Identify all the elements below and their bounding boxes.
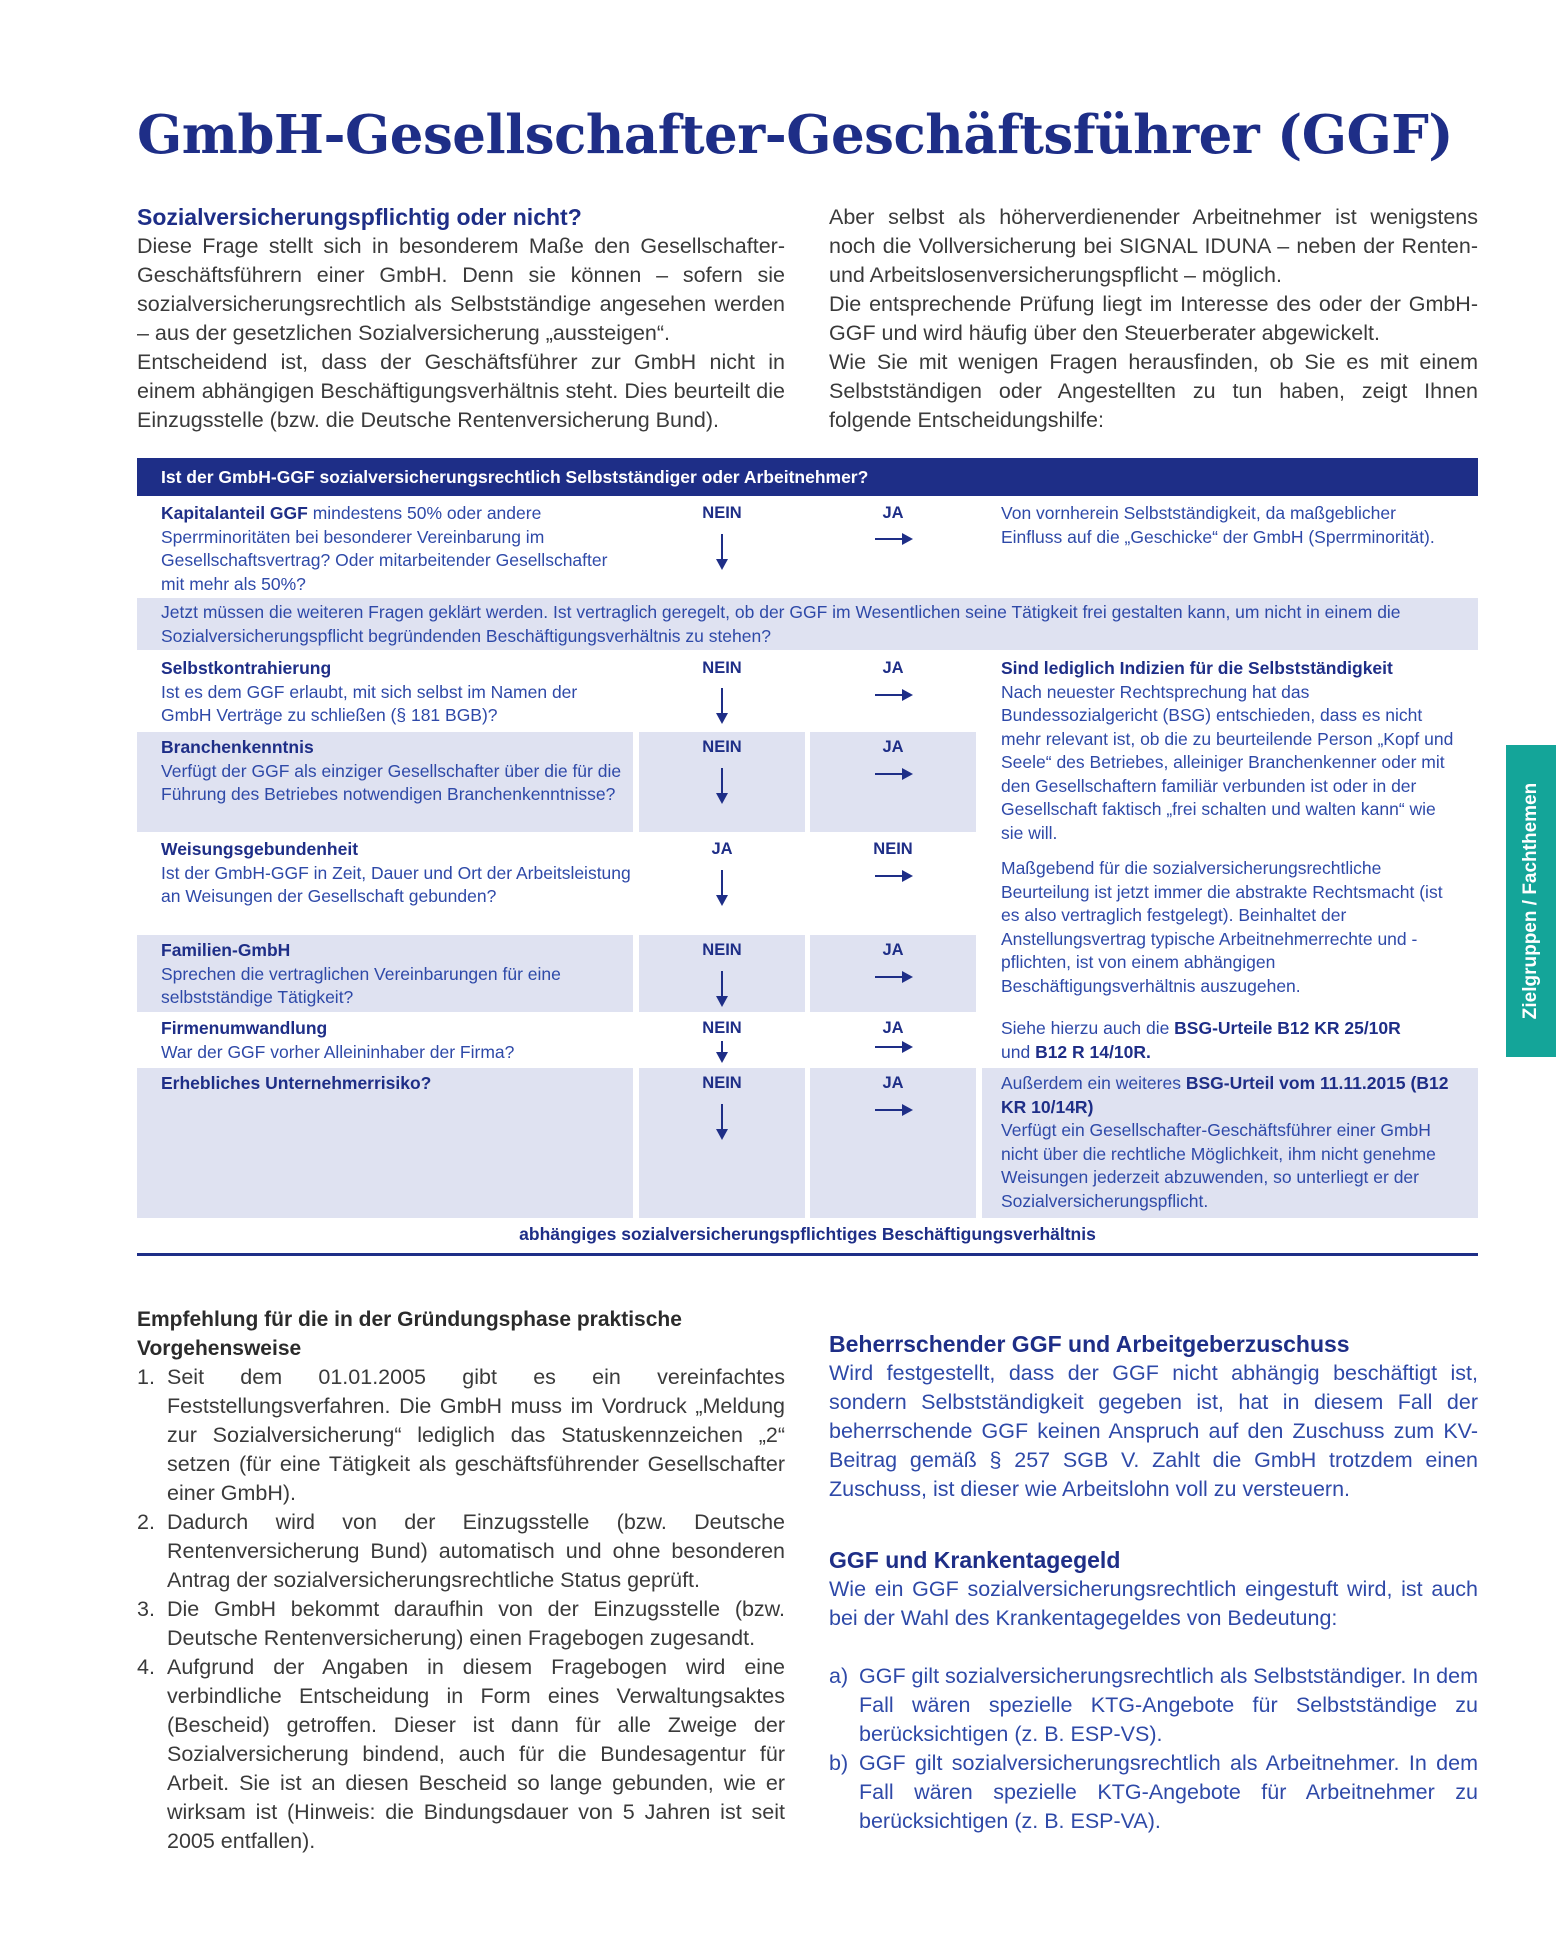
krankentagegeld-heading: GGF und Krankentagegeld: [829, 1547, 1121, 1573]
table-header: Ist der GmbH-GGF sozialversicherungsrechtlich Selbstständiger oder Arbeitnehmer?: [137, 458, 1478, 496]
result-bsg-ref2: B12 R 14/10R.: [1035, 1041, 1151, 1062]
row-firmenumwandlung: [161, 1017, 631, 1064]
row-kapitalanteil: [161, 502, 631, 596]
result-bsg-ref1: BSG-Urteile B12 KR 25/10R: [1174, 1018, 1401, 1038]
result-bsg2-ref: BSG-Urteil vom 11.11.2015 (B12 KR 10/14R): [1001, 1073, 1449, 1117]
row-branchenkenntnis: [161, 736, 631, 807]
arbeitgeberzuschuss-text: Wird festgestellt, dass der GGF nicht abhängig beschäftigt ist, sondern Selbstständigkeit gegeben ist, hat in diesem Fall der beherrschende GGF keinen Anspruch auf den Zuschuss zum KV-Beitrag gemäß § 257 SGB V. Zahlt die GmbH trotzdem einen Zuschuss, ist dieser wie Arbeitslohn voll zu versteuern.: [829, 1361, 1478, 1501]
arrow-right-icon: [875, 1109, 911, 1111]
result-bsg2-pre: Außerdem ein weiteres: [1001, 1073, 1186, 1093]
row-unternehmerrisiko: [161, 1072, 631, 1096]
label-right: JA: [882, 504, 904, 522]
arrow-right-icon: [875, 538, 911, 540]
result-sperrminoritaet: Von vornherein Selbstständigkeit, da maßgeblicher Einfluss auf die „Geschicke“ der GmbH (Sperrminorität).: [1001, 503, 1435, 547]
list-item: 4. Aufgrund der Angaben in diesem Fragebogen wird eine verbindliche Entscheidung in Form eines Verwaltungsaktes (Bescheid) getroffen. Dieser ist dann für alle Zweige der Sozialversicherung bindend, auch für die Bundesagentur für Arbeit. Sie ist an diesen Bescheid so lange gebunden, wie er wirksam ist (Hinweis: die Bindungsdauer von 5 Jahren ist seit 2005 entfallen).: [137, 1655, 785, 1853]
label-down: NEIN: [702, 504, 742, 522]
arrow-right-icon: [875, 694, 911, 696]
label-down: NEIN: [702, 1074, 742, 1092]
row-text: mindestens 50% oder andere Sperrminoritäten bei besonderer Vereinbarung im Gesellschaftsvertrag? Oder mitarbeitender Gesellschafter mit mehr als 50%?: [161, 503, 608, 594]
row-familien-gmbh: [161, 939, 631, 1010]
result-indizien-title: Sind lediglich Indizien für die Selbstständigkeit: [1001, 658, 1393, 678]
arrow-down-icon: [721, 971, 723, 1005]
intro-right-p1: Aber selbst als höherverdienender Arbeitnehmer ist wenigstens noch die Vollversicherung bei SIGNAL IDUNA – neben der Renten- und Arbeitslosenversicherungspflicht – möglich.: [829, 205, 1478, 287]
krankentagegeld-text: Wie ein GGF sozialversicherungsrechtlich eingestuft wird, ist auch bei der Wahl des Krankentagegeldes von Bedeutung:: [829, 1577, 1478, 1630]
label-right: JA: [882, 941, 904, 959]
label-down: NEIN: [702, 738, 742, 756]
result-bsg-urteile: [1001, 1017, 1463, 1064]
label-down: NEIN: [702, 1019, 742, 1037]
result-indizien: [1001, 657, 1463, 845]
list-item: 2. Dadurch wird von der Einzugsstelle (bzw. Deutsche Rentenversicherung Bund) automatisch und ohne besonderen Antrag der sozialversicherungsrechtliche Status geprüft.: [137, 1510, 785, 1592]
intro-right-p3: Wie Sie mit wenigen Fragen herausfinden, ob Sie es mit einem Selbstständigen oder Angestellten zu tun haben, zeigt Ihnen folgende Entscheidungshilfe:: [829, 350, 1478, 432]
result-indizien-text: Nach neuester Rechtsprechung hat das Bundessozialgericht (BSG) entschieden, dass es nicht mehr relevant ist, ob die zu beurteilende Person „Kopf und Seele“ des Betriebes, alleiniger Branchenkenner oder mit den Gesellschaftern familiär verbunden ist oder in der Gesellschaft faktisch „frei schalten und walten kann“ wie sie will.: [1001, 681, 1454, 843]
arrow-right-icon: [875, 1046, 911, 1048]
arbeitgeberzuschuss-section: [829, 1330, 1478, 1504]
intro-left-p2: Entscheidend ist, dass der Geschäftsführer zur GmbH nicht in einem abhängigen Beschäftigungsverhältnis steht. Dies beurteilt die Einzugsstelle (bzw. die Deutsche Rentenversicherung Bund).: [137, 350, 785, 432]
row-weisungsgebundenheit: [161, 838, 631, 909]
label-down: NEIN: [702, 659, 742, 677]
row-title: Familien-GmbH: [161, 940, 291, 960]
row-text: Verfügt der GGF als einziger Gesellschafter über die für die Führung des Betriebes notwendigen Branchenkenntnisse?: [161, 760, 622, 804]
list-item: b) GGF gilt sozialversicherungsrechtlich als Arbeitnehmer. In dem Fall wären spezielle KTG-Angebote für Arbeitnehmer zu berücksichtigen (z. B. ESP-VA).: [829, 1751, 1478, 1833]
recommendation-list: [137, 1363, 785, 1856]
arrow-right-icon: [875, 875, 911, 877]
list-item: 3. Die GmbH bekommt daraufhin von der Einzugsstelle (bzw. Deutsche Rentenversicherung) einen Fragebogen zugesandt.: [137, 1597, 785, 1650]
row-title: Weisungsgebundenheit: [161, 839, 359, 859]
table-bottom-rule: [137, 1253, 1478, 1256]
arrow-down-icon: [721, 870, 723, 904]
table-footer: abhängiges sozialversicherungspflichtiges Beschäftigungsverhältnis: [519, 1224, 1096, 1244]
intro-right: [829, 203, 1478, 435]
row-text: Ist der GmbH-GGF in Zeit, Dauer und Ort der Arbeitsleistung an Weisungen der Gesellschaft gebunden?: [161, 862, 631, 906]
result-bsg2-text: Verfügt ein Gesellschafter-Geschäftsführer einer GmbH nicht über die rechtliche Möglichkeit, ihm nicht genehme Weisungen jederzeit abzuwenden, so unterliegt er der Sozialversicherungspflicht.: [1001, 1120, 1436, 1211]
row-text: Sprechen die vertraglichen Vereinbarungen für eine selbstständige Tätigkeit?: [161, 963, 561, 1007]
arrow-right-icon: [875, 773, 911, 775]
result-bsg-2015: [1001, 1072, 1463, 1213]
arbeitgeberzuschuss-heading: Beherrschender GGF und Arbeitgeberzuschuss: [829, 1331, 1350, 1357]
result-massgebend: Maßgebend für die sozialversicherungsrechtliche Beurteilung ist jetzt immer die abstrakte Rechtsmacht (ist es also vertraglich festgelegt). Beinhaltet der Anstellungsvertrag typische Arbeitnehmerrechte und -pflichten, ist von einem abhängigen Beschäftigungsverhältnis auszugehen.: [1001, 858, 1443, 996]
result-bsg-pre: Siehe hierzu auch die: [1001, 1018, 1175, 1038]
side-tab-label: Zielgruppen / Fachthemen: [1520, 782, 1541, 1020]
arrow-down-icon: [721, 1041, 723, 1061]
row-title: Selbstkontrahierung: [161, 658, 332, 678]
arrow-down-icon: [721, 688, 723, 722]
arrow-down-icon: [721, 534, 723, 568]
arrow-down-icon: [721, 1104, 723, 1138]
label-right: JA: [882, 1074, 904, 1092]
notice-text: Jetzt müssen die weiteren Fragen geklärt werden. Ist vertraglich geregelt, ob der GGF im Wesentlichen seine Tätigkeit frei gestalten kann, um nicht in einem die Sozialversicherungspflicht begründenden Beschäftigungsverhältnis zu stehen?: [161, 602, 1401, 646]
list-item: 1. Seit dem 01.01.2005 gibt es ein vereinfachtes Feststellungsverfahren. Die GmbH muss im Vordruck „Meldung zur Sozialversicherung“ lediglich das Statuskennzeichen „2“ setzen (für eine Tätigkeit als geschäftsführender Gesellschafter einer GmbH).: [137, 1365, 785, 1505]
intro-right-p2: Die entsprechende Prüfung liegt im Interesse des oder der GmbH-GGF und wird häufig über den Steuerberater abgewickelt.: [829, 292, 1478, 345]
row-text: War der GGF vorher Alleininhaber der Firma?: [161, 1041, 515, 1062]
decision-table: [137, 458, 1478, 1258]
page-title: GmbH-Gesellschafter-Geschäftsführer (GGF): [137, 104, 1453, 166]
result-bsg-mid: und: [1001, 1041, 1036, 1062]
label-right: JA: [882, 738, 904, 756]
row-selbstkontrahierung: [161, 657, 631, 728]
intro-left: [137, 203, 785, 435]
arrow-right-icon: [875, 976, 911, 978]
row-title: Branchenkenntnis: [161, 737, 314, 757]
row-title: Kapitalanteil GGF: [161, 503, 308, 523]
krankentagegeld-section: [829, 1546, 1478, 1836]
row-text: Ist es dem GGF erlaubt, mit sich selbst im Namen der GmbH Verträge zu schließen (§ 181 BGB)?: [161, 681, 578, 725]
label-right: NEIN: [873, 840, 913, 858]
recommendation-section: [137, 1305, 785, 1856]
label-down: NEIN: [702, 941, 742, 959]
row-title: Erhebliches Unternehmerrisiko?: [161, 1073, 432, 1093]
row-title: Firmenumwandlung: [161, 1018, 328, 1038]
list-item: a) GGF gilt sozialversicherungsrechtlich als Selbstständiger. In dem Fall wären spezielle KTG-Angebote für Selbstständige zu berücksichtigen (z. B. ESP-VS).: [829, 1664, 1478, 1746]
recommendation-heading: Empfehlung für die in der Gründungsphase praktische Vorgehensweise: [137, 1308, 682, 1360]
arrow-down-icon: [721, 768, 723, 802]
label-down: JA: [711, 840, 733, 858]
krankentagegeld-list: [829, 1662, 1478, 1836]
intro-left-p1: Diese Frage stellt sich in besonderem Maße den Gesellschafter-Geschäftsführern einer GmbH. Denn sie können – sofern sie sozialversicherungsrechtlich als Selbstständige angesehen werden – aus der gesetzlichen Sozialversicherung „aussteigen“.: [137, 234, 785, 345]
label-right: JA: [882, 659, 904, 677]
intro-heading: Sozialversicherungspflichtig oder nicht?: [137, 204, 582, 230]
label-right: JA: [882, 1019, 904, 1037]
side-tab[interactable]: [1506, 745, 1556, 1057]
